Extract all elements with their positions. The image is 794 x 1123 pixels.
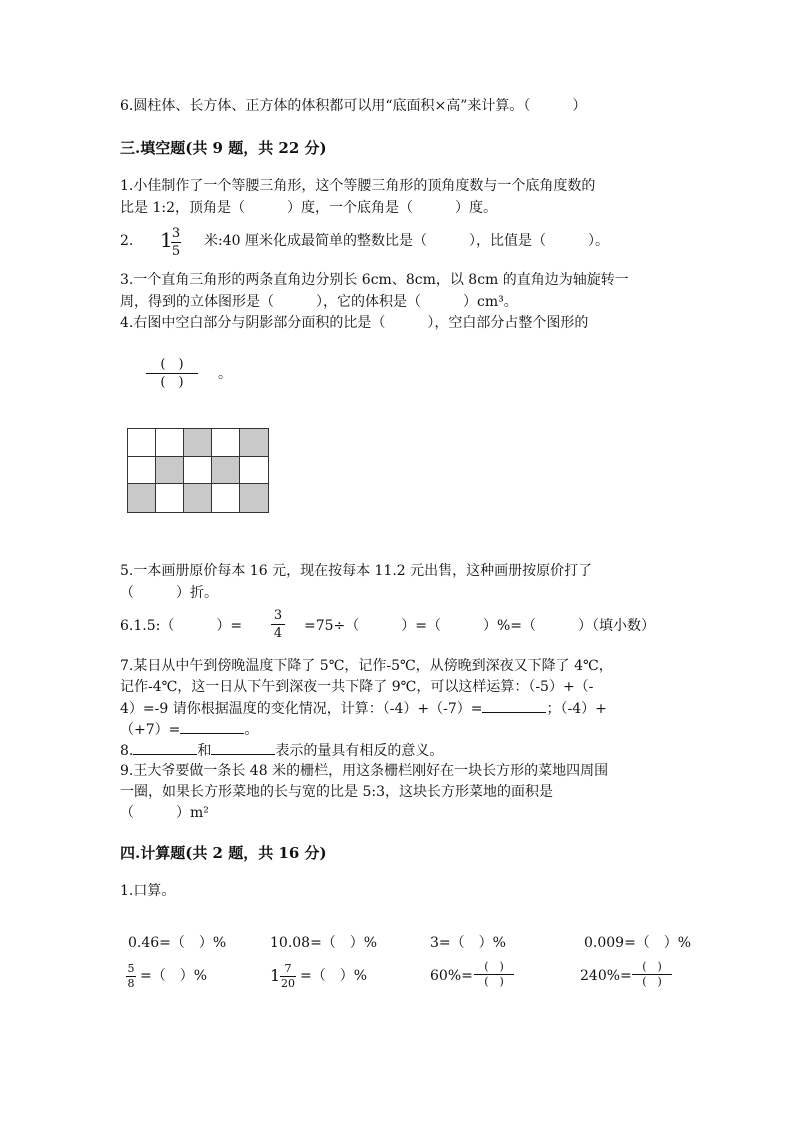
calc-r2-a-den: 8 bbox=[127, 977, 135, 990]
fill-q3-line2: 周，得到的立体图形是（ ），它的体积是（ ）cm³。 bbox=[120, 294, 518, 310]
calc-q1-label: 1.口算。 bbox=[120, 883, 176, 899]
fill-q6-fraction bbox=[271, 608, 285, 641]
fill-q2-frac-num: 3 bbox=[171, 226, 181, 241]
fill-q4-end: 。 bbox=[218, 366, 232, 382]
calc-r2-b-den: 20 bbox=[281, 977, 295, 990]
grid-cell-blank bbox=[240, 457, 268, 485]
grid-cell-blank bbox=[128, 457, 156, 485]
fill-q7-line1: 7.某日从中午到傍晚温度下降了 5℃，记作-5℃，从傍晚到深夜又下降了 4℃， bbox=[120, 658, 613, 674]
answer-blank[interactable] bbox=[133, 740, 197, 755]
section-heading-fill: 三.填空题(共 9 题，共 22 分) bbox=[120, 139, 327, 157]
fill-q4-frac-den: ( ) bbox=[160, 375, 184, 390]
fill-q1-line1: 1.小佳制作了一个等腰三角形，这个等腰三角形的顶角度数与一个底角度数的 bbox=[120, 178, 596, 194]
fill-q6-prefix: 6.1.5:（ ）= bbox=[120, 618, 243, 634]
fill-q7-line3 bbox=[120, 698, 607, 719]
fill-q6-frac-num: 3 bbox=[273, 608, 283, 623]
fill-q3-line1: 3.一个直角三角形的两条直角边分别长 6cm、8cm，以 8cm 的直角边为轴旋转一 bbox=[120, 272, 629, 288]
calc-r2-d-num: ( ) bbox=[642, 960, 662, 973]
fill-q7-line4 bbox=[120, 719, 258, 740]
fill-q4-line1: 4.右图中空白部分与阴影部分面积的比是（ ），空白部分占整个图形的 bbox=[120, 315, 589, 331]
grid-cell-blank bbox=[128, 429, 156, 457]
fill-q4-fraction bbox=[146, 357, 198, 390]
grid-cell-shaded bbox=[128, 484, 156, 512]
fill-q9-line1: 9.王大爷要做一条长 48 米的栅栏，用这条栅栏刚好在一块长方形的菜地四周围 bbox=[120, 763, 609, 779]
grid-cell-shaded bbox=[184, 484, 212, 512]
fill-q8-and: 和 bbox=[197, 743, 212, 759]
shaded-grid-figure bbox=[127, 428, 269, 513]
answer-blank[interactable] bbox=[482, 698, 546, 713]
calc-r2-a-fraction bbox=[126, 963, 136, 990]
grid-cell-shaded bbox=[240, 429, 268, 457]
fill-q4-frac-num: ( ) bbox=[160, 357, 184, 372]
calc-r2-b-whole: 1 bbox=[270, 966, 281, 985]
calc-r2-b-fraction bbox=[280, 963, 296, 990]
fill-q9-line2: 一圈，如果长方形菜地的长与宽的比是 5:3，这块长方形菜地的面积是 bbox=[120, 784, 553, 800]
calc-r2-c-fraction bbox=[474, 961, 514, 988]
fill-q7-line4-text: （+7）= bbox=[120, 722, 181, 738]
grid-cell-shaded bbox=[212, 457, 240, 485]
fill-q5-line1: 5.一本画册原价每本 16 元，现在按每本 11.2 元出售，这种画册按原价打了 bbox=[120, 563, 593, 579]
fill-q2-frac-den: 5 bbox=[171, 244, 181, 259]
calc-r2-d-den: ( ) bbox=[642, 975, 662, 988]
fill-q6-rest: =75÷（ ）=（ ）%=（ ）（填小数） bbox=[304, 618, 656, 634]
fill-q7-line2: 记作-4℃，这一日从下午到深夜一共下降了 9℃，可以这样运算：（-5）+（- bbox=[120, 679, 594, 695]
fill-q2-rest: 米:40 厘米化成最简单的整数比是（ ），比值是（ ）。 bbox=[204, 233, 609, 249]
calc-r2-d-fraction bbox=[632, 961, 672, 988]
calc-item: 0.46=（ ）% bbox=[128, 935, 227, 951]
fraction-bar bbox=[271, 624, 285, 625]
calc-r2-c-den: ( ) bbox=[484, 975, 504, 988]
calc-r2-c: 60%= bbox=[430, 968, 473, 984]
fraction-bar bbox=[171, 242, 181, 243]
fill-q8 bbox=[120, 740, 443, 761]
grid-cell-shaded bbox=[156, 457, 184, 485]
calc-r2-d: 240%= bbox=[580, 968, 632, 984]
calc-r2-c-num: ( ) bbox=[484, 960, 504, 973]
calc-item: 3=（ ）% bbox=[430, 935, 506, 951]
calc-r2-a-rest: =（ ）% bbox=[140, 968, 208, 984]
calc-item: 0.009=（ ）% bbox=[584, 935, 692, 951]
grid-cell-blank bbox=[212, 484, 240, 512]
judge-question-6: 6.圆柱体、长方体、正方体的体积都可以用“底面积×高”来计算。（ ） bbox=[120, 98, 587, 114]
grid-cell-shaded bbox=[184, 429, 212, 457]
calc-r2-b-num: 7 bbox=[284, 962, 292, 975]
fill-q8-number: 8. bbox=[120, 743, 134, 759]
fill-q7-line3-end: ；（-4）+ bbox=[546, 701, 607, 717]
grid-cell-blank bbox=[184, 457, 212, 485]
fill-q5-line2: （ ）折。 bbox=[120, 585, 218, 601]
calc-r2-a-num: 5 bbox=[127, 962, 135, 975]
grid-cell-blank bbox=[156, 429, 184, 457]
fill-q7-line4-end: 。 bbox=[244, 722, 259, 738]
calc-r2-b-rest: =（ ）% bbox=[300, 968, 368, 984]
fill-q2-whole: 1 bbox=[160, 228, 173, 252]
grid-cell-shaded bbox=[240, 484, 268, 512]
fill-q7-line3-text: 4）=-9 请你根据温度的变化情况，计算：（-4）+（-7）= bbox=[120, 701, 483, 717]
fill-q6-frac-den: 4 bbox=[273, 626, 283, 641]
fill-q2-fraction bbox=[171, 226, 181, 259]
calc-item: 10.08=（ ）% bbox=[270, 935, 378, 951]
grid-cell-blank bbox=[212, 429, 240, 457]
fill-q1-line2: 比是 1:2，顶角是（ ）度，一个底角是（ ）度。 bbox=[120, 200, 497, 216]
fill-q8-rest: 表示的量具有相反的意义。 bbox=[275, 743, 444, 759]
fraction-bar bbox=[146, 373, 198, 374]
grid-cell-blank bbox=[156, 484, 184, 512]
answer-blank[interactable] bbox=[180, 719, 244, 734]
answer-blank[interactable] bbox=[211, 740, 275, 755]
fill-q2-number: 2. bbox=[120, 233, 134, 249]
section-heading-calc: 四.计算题(共 2 题，共 16 分) bbox=[120, 844, 327, 862]
fill-q9-line3: （ ）m² bbox=[120, 805, 209, 821]
